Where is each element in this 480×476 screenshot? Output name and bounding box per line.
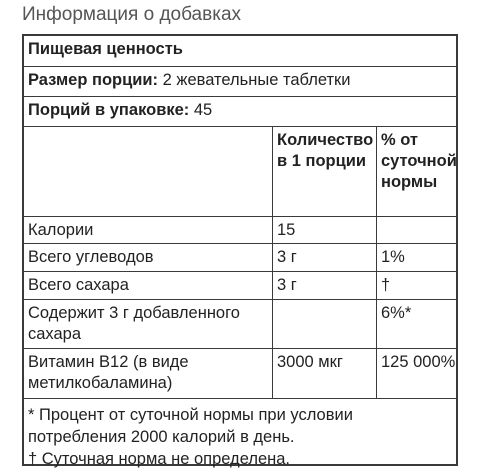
nutrient-dv: 1% — [376, 244, 456, 272]
header-dv-line: суточной — [381, 152, 457, 170]
header-amount-cell — [272, 127, 376, 217]
header-amount-line: в 1 порции — [277, 152, 367, 170]
header-dv-line: % от — [381, 131, 419, 149]
nutrient-name — [24, 217, 272, 244]
nutrient-name-line: Содержит 3 г добавленного — [28, 304, 240, 322]
nutrient-dv: † — [376, 272, 456, 300]
nutrient-amount: 15 — [272, 217, 376, 244]
nutrient-name-line: Всего сахара — [28, 276, 129, 294]
nutrient-row — [24, 299, 456, 349]
serving-size-row — [24, 66, 456, 97]
footnote-line: † Суточная норма не определена. — [28, 450, 290, 468]
nutrient-dv: 125 000% — [376, 349, 456, 399]
nutrient-name — [24, 272, 272, 300]
nutrient-row — [24, 216, 456, 244]
nutrient-name-line: Всего углеводов — [28, 248, 154, 266]
serving-size-label: Размер порции: — [28, 71, 159, 89]
nutrient-name-line: метилкобаламина) — [28, 374, 173, 392]
nutrient-dv — [376, 217, 456, 244]
servings-per-container-row — [24, 96, 456, 127]
serving-size — [28, 70, 452, 91]
nutrient-name — [24, 349, 272, 399]
nutrient-name-line: сахара — [28, 325, 82, 343]
supplement-facts-table — [22, 34, 458, 466]
header-dv-line: нормы — [381, 173, 438, 191]
footnotes — [28, 404, 452, 470]
page-heading: Информация о добавках — [22, 4, 242, 25]
nutrient-name-line: Калории — [28, 221, 94, 239]
facts-title: Пищевая ценность — [28, 40, 183, 58]
footnotes-row — [24, 398, 456, 468]
footnote-line: потребления 2000 калорий в день. — [28, 428, 295, 446]
servings-value: 45 — [193, 101, 213, 119]
nutrient-amount: 3 г — [272, 244, 376, 272]
servings-per-container — [28, 100, 452, 121]
column-header-row — [24, 126, 456, 217]
nutrient-row — [24, 271, 456, 300]
header-amount-line: Количество — [277, 131, 374, 149]
footnote-line: * Процент от суточной нормы при условии — [28, 406, 353, 424]
nutrient-name — [24, 300, 272, 349]
nutrient-amount: 3 г — [272, 272, 376, 300]
nutrient-amount: 3000 мкг — [272, 349, 376, 399]
nutrient-name-line: Витамин B12 (в виде — [28, 353, 189, 371]
facts-title-row — [24, 36, 456, 66]
servings-label: Порций в упаковке: — [28, 101, 190, 119]
header-blank-cell — [24, 127, 272, 217]
nutrient-name — [24, 244, 272, 272]
nutrient-amount — [272, 300, 376, 349]
nutrient-row — [24, 348, 456, 399]
nutrient-dv: 6%* — [376, 300, 456, 349]
nutrient-row — [24, 243, 456, 272]
serving-size-value: 2 жевательные таблетки — [162, 71, 351, 89]
header-dv-cell — [376, 127, 456, 217]
